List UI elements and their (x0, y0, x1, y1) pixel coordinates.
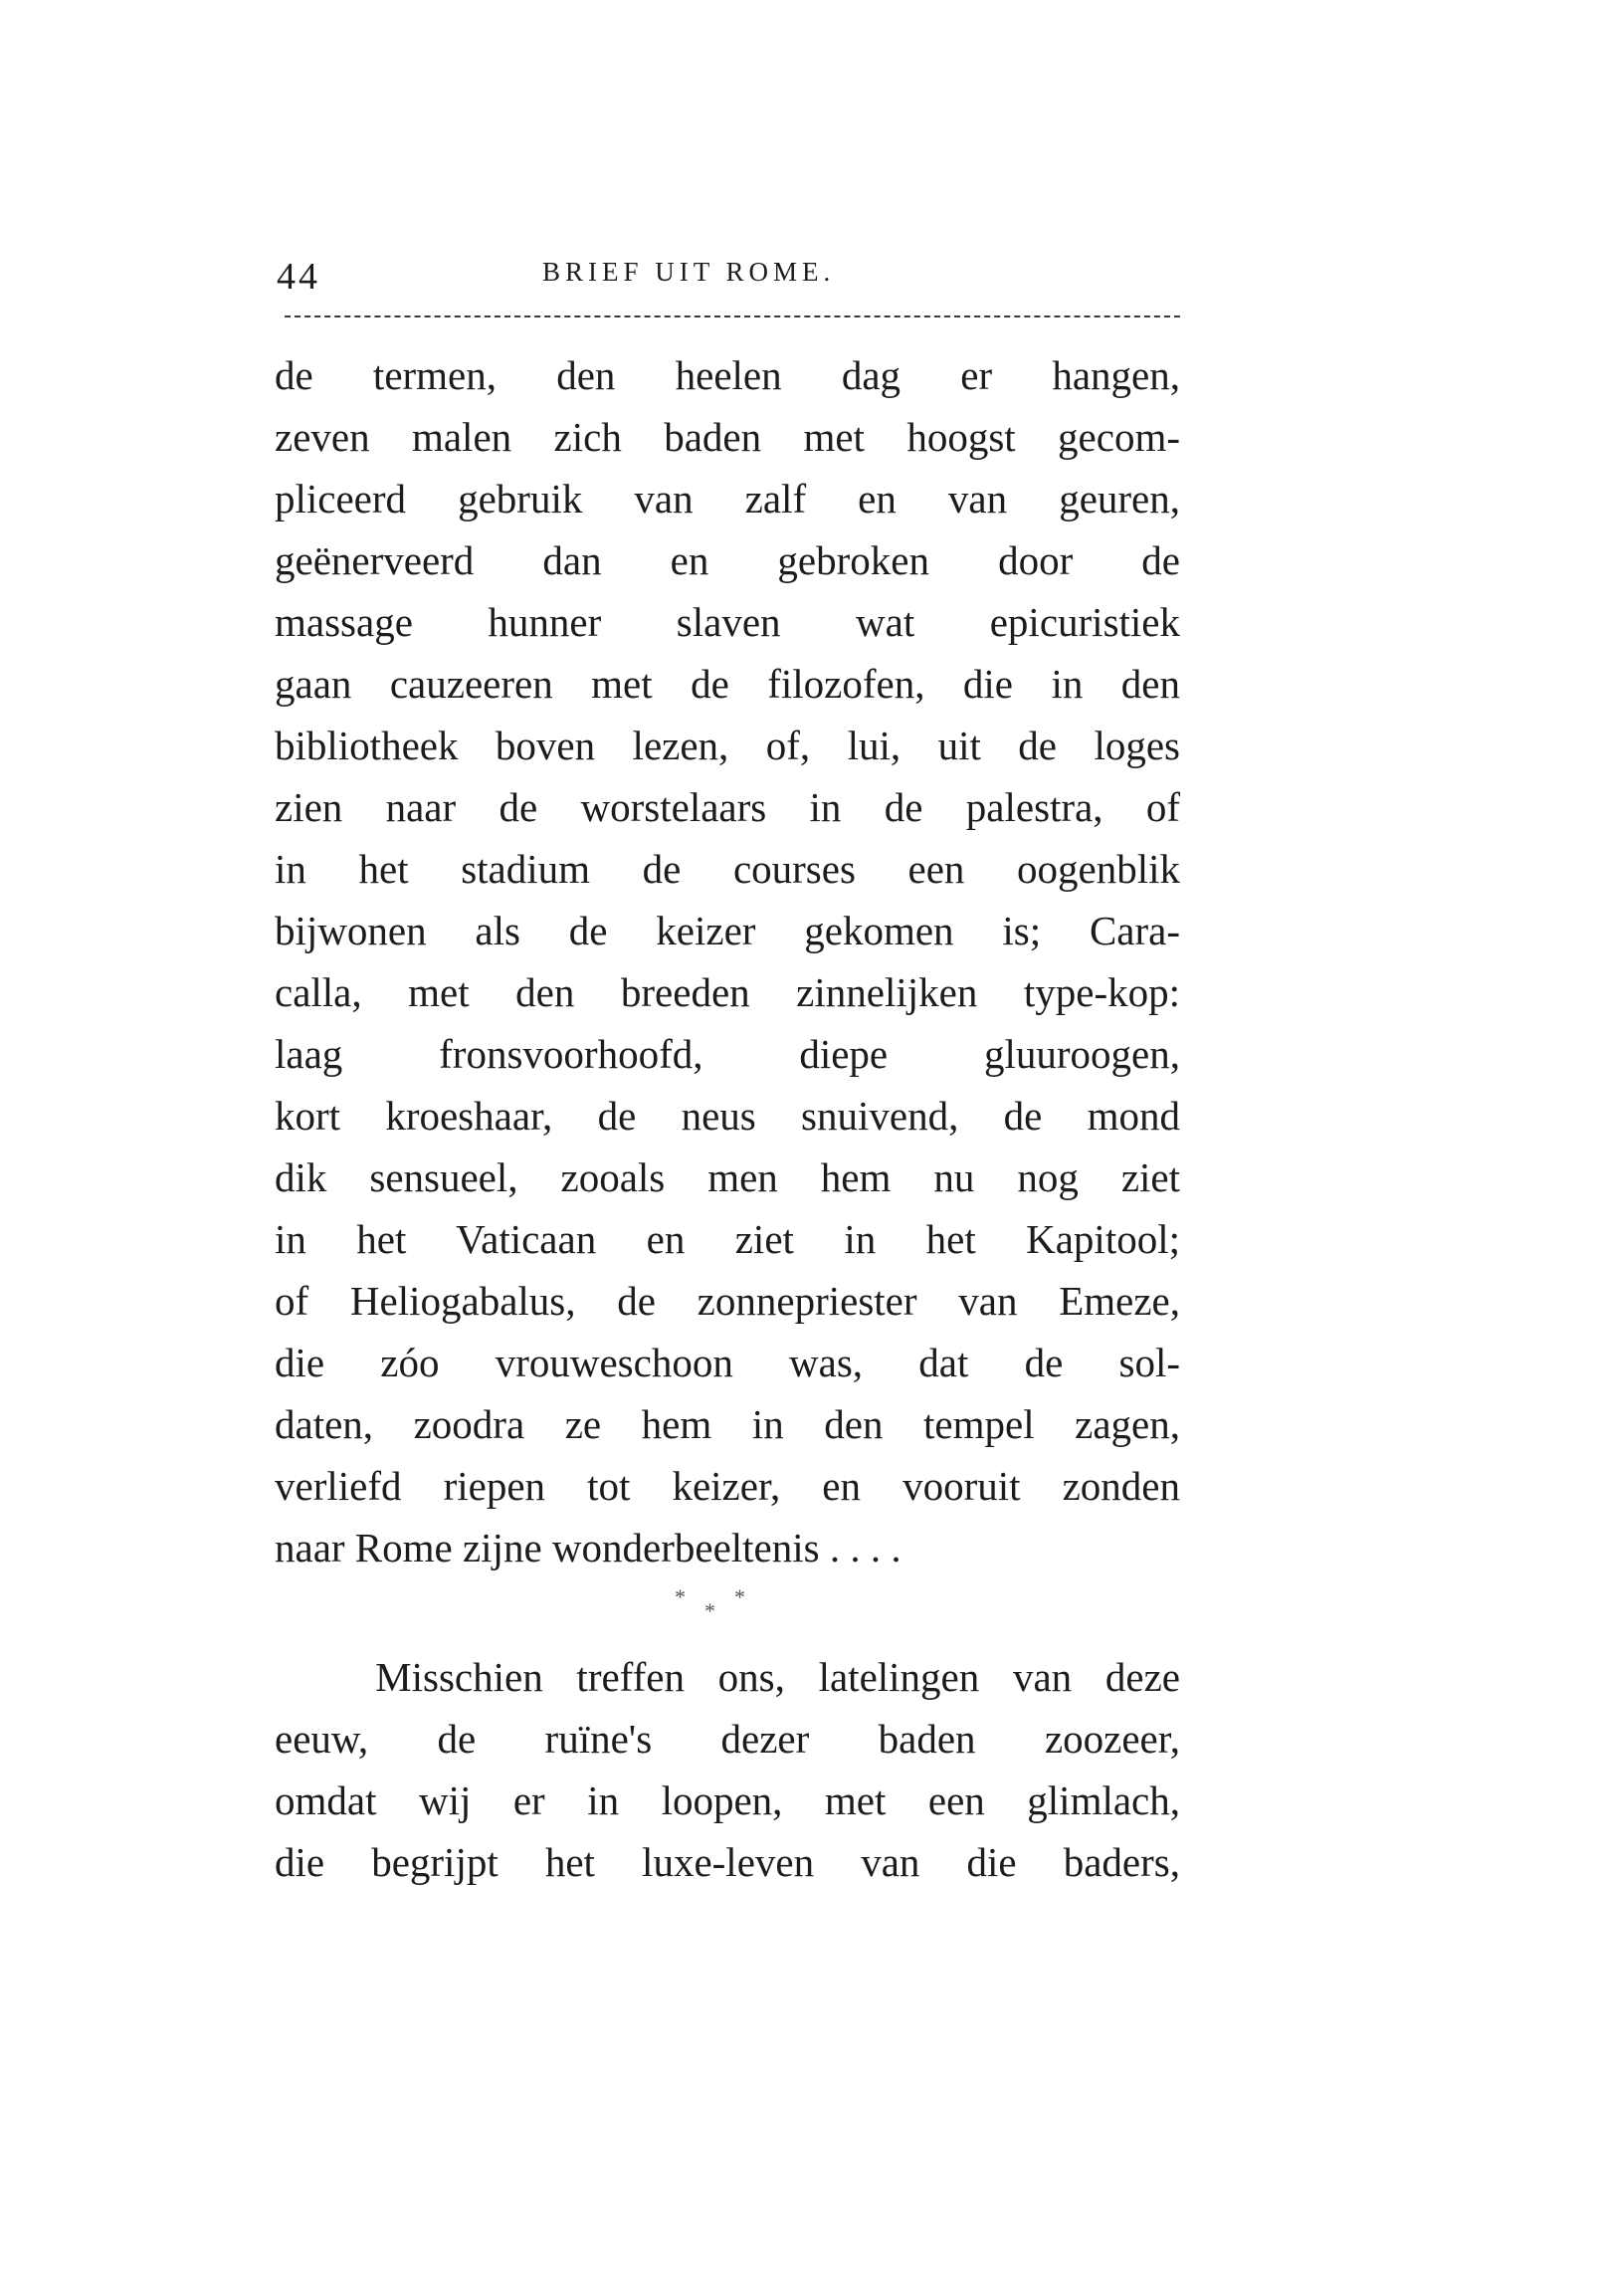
text-line: die zóo vrouweschoon was, dat de sol- (275, 1340, 1180, 1385)
section-separator (657, 1584, 776, 1624)
text-line: laag fronsvoorhoofd, diepe gluuroogen, (275, 1031, 1180, 1077)
text-line: kort kroeshaar, de neus snuivend, de mond (275, 1093, 1180, 1139)
text-line: dik sensueel, zooals men hem nu nog ziet (275, 1154, 1180, 1200)
text-line: de termen, den heelen dag er hangen, (275, 352, 1180, 398)
page-number: 44 (277, 256, 320, 298)
text-line: in het stadium de courses een oogenblik (275, 846, 1180, 892)
text-line: pliceerd gebruik van zalf en van geuren, (275, 476, 1180, 522)
text-line: zeven malen zich baden met hoogst gecom- (275, 414, 1180, 460)
separator-star: * (675, 1584, 686, 1609)
text-line: bijwonen als de keizer gekomen is; Cara- (275, 908, 1180, 953)
text-line: zien naar de worstelaars in de palestra, of (275, 784, 1180, 830)
text-line: in het Vaticaan en ziet in het Kapitool; (275, 1216, 1180, 1262)
text-line: Misschien treffen ons, latelingen van deze (275, 1654, 1180, 1700)
text-line: verliefd riepen tot keizer, en vooruit zonden (275, 1463, 1180, 1509)
text-line: omdat wij er in loopen, met een glimlach, (275, 1777, 1180, 1823)
text-line: naar Rome zijne wonderbeeltenis . . . . (275, 1525, 902, 1570)
separator-star: * (734, 1584, 745, 1609)
paragraph-1 (275, 344, 1180, 1578)
text-line: calla, met den breeden zinnelijken type-kop: (275, 969, 1180, 1015)
text-line: eeuw, de ruïne's dezer baden zoozeer, (275, 1716, 1180, 1762)
separator-star: * (704, 1598, 715, 1623)
text-line: bibliotheek boven lezen, of, lui, uit de loges (275, 723, 1180, 768)
text-line: geënerveerd dan en gebroken door de (275, 537, 1180, 583)
text-line: daten, zoodra ze hem in den tempel zagen, (275, 1401, 1180, 1447)
text-line: massage hunner slaven wat epicuristiek (275, 599, 1180, 645)
text-line: die begrijpt het luxe-leven van die baders, (275, 1839, 1180, 1885)
header-rule (285, 315, 1180, 317)
text-line: of Heliogabalus, de zonnepriester van Emeze, (275, 1278, 1180, 1324)
paragraph-2 (275, 1646, 1180, 1893)
text-line: gaan cauzeeren met de filozofen, die in den (275, 661, 1180, 707)
running-title: BRIEF UIT ROME. (542, 257, 836, 287)
